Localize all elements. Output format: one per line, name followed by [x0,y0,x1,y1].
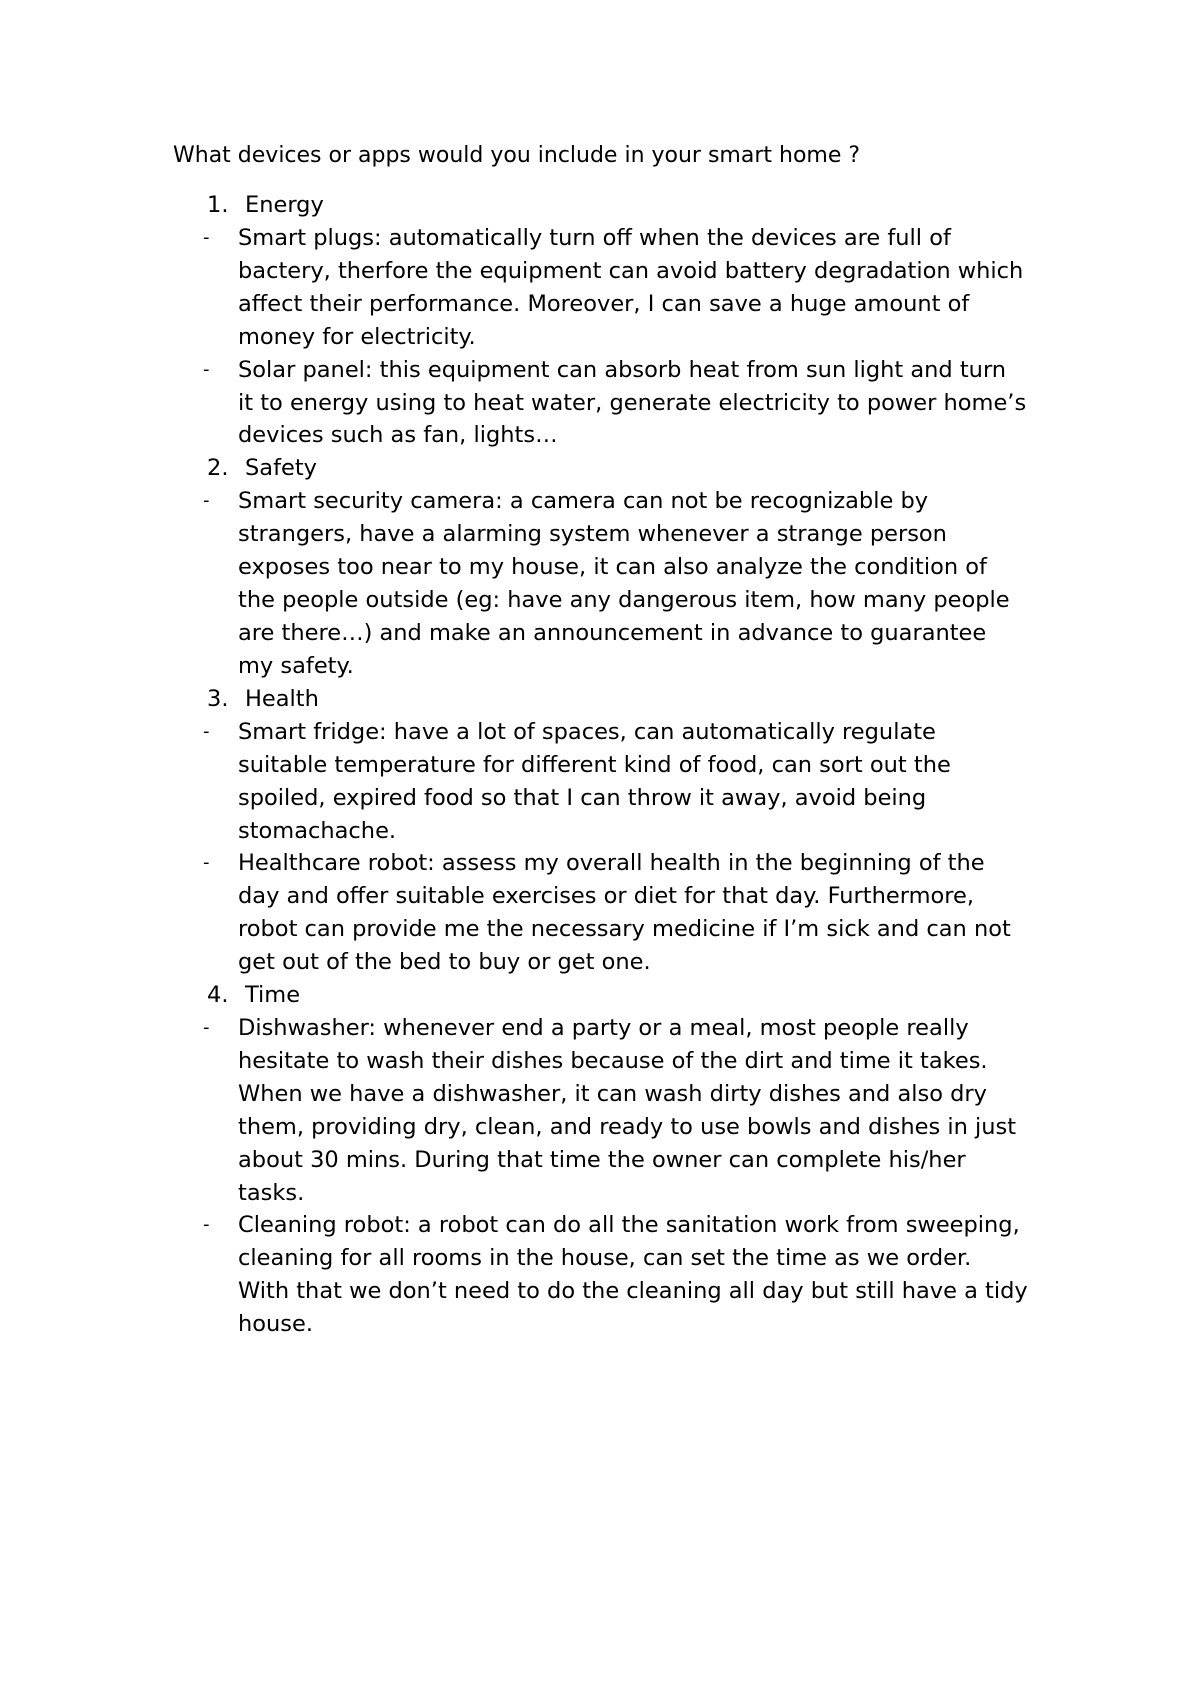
list-item-text: Dishwasher: whenever end a party or a meal, most people really hesitate to wash their dishes because of the dirt and time it takes. When we have a dishwasher, it can wash dirty dishes and also dry them, providing dry, clean, and ready to use bowls and dishes in just about 30 mins. During that time the owner can complete his/her tasks. [238,1015,1017,1206]
section-time [0,979,1200,1341]
bullet-dash: - [203,490,210,512]
list-item [0,1012,1200,1209]
answer-list [0,189,1200,1341]
bullet-dash: - [203,1214,210,1236]
list-item [0,847,1200,979]
bullet-dash: - [203,358,210,380]
list-item-text: Smart security camera: a camera can not be recognizable by strangers, have a alarming system whenever a strange person exposes too near to my house, it can also analyze the condition of the people outside (eg: have any dangerous item, how many people are there…) and make an announcement in advance to guarantee my safety. [238,488,1010,679]
list-item [0,1209,1200,1341]
section-health [0,683,1200,979]
section-number: 4. [207,982,229,1009]
list-item-text: Smart fridge: have a lot of spaces, can automatically regulate suitable temperature for different kind of food, can sort out the spoiled, expired food so that I can throw it away, avoid being stomachache. [238,718,951,844]
bullet-dash: - [203,1017,210,1039]
section-title: Health [245,685,319,712]
section-number: 3. [207,685,229,712]
list-item [0,485,1200,682]
list-item [0,716,1200,848]
bullet-dash: - [203,852,210,874]
list-item [0,354,1200,453]
question-heading: What devices or apps would you include in your smart home ? [173,143,861,168]
section-heading [0,979,1200,1012]
bullet-dash: - [203,720,210,742]
section-number: 2. [207,455,229,482]
list-item-text: Smart plugs: automatically turn off when the devices are full of bactery, therfore the equipment can avoid battery degradation which affect their performance. Moreover, I can save a huge amount of money for electricity. [238,225,1024,350]
section-heading [0,683,1200,716]
section-heading [0,189,1200,222]
section-safety [0,452,1200,682]
section-number: 1. [207,192,229,218]
bullet-dash: - [203,227,210,248]
section-title: Safety [245,455,317,482]
list-item [0,222,1200,354]
section-title: Energy [245,192,324,218]
list-item-text: Solar panel: this equipment can absorb heat from sun light and turn it to energy using to heat water, generate electricity to power home’s devices such as fan, lights… [238,356,1027,449]
list-item-text: Cleaning robot: a robot can do all the sanitation work from sweeping, cleaning for all rooms in the house, can set the time as we order. With that we don’t need to do the cleaning all day but still have a tidy house. [238,1212,1028,1338]
list-item-text: Healthcare robot: assess my overall health in the beginning of the day and offer suitable exercises or diet for that day. Furthermore, robot can provide me the necessary medicine if I’m sick and can not get out of the bed to buy or get one. [238,850,1011,976]
section-energy [0,189,1200,452]
section-heading [0,452,1200,485]
section-title: Time [245,982,301,1009]
